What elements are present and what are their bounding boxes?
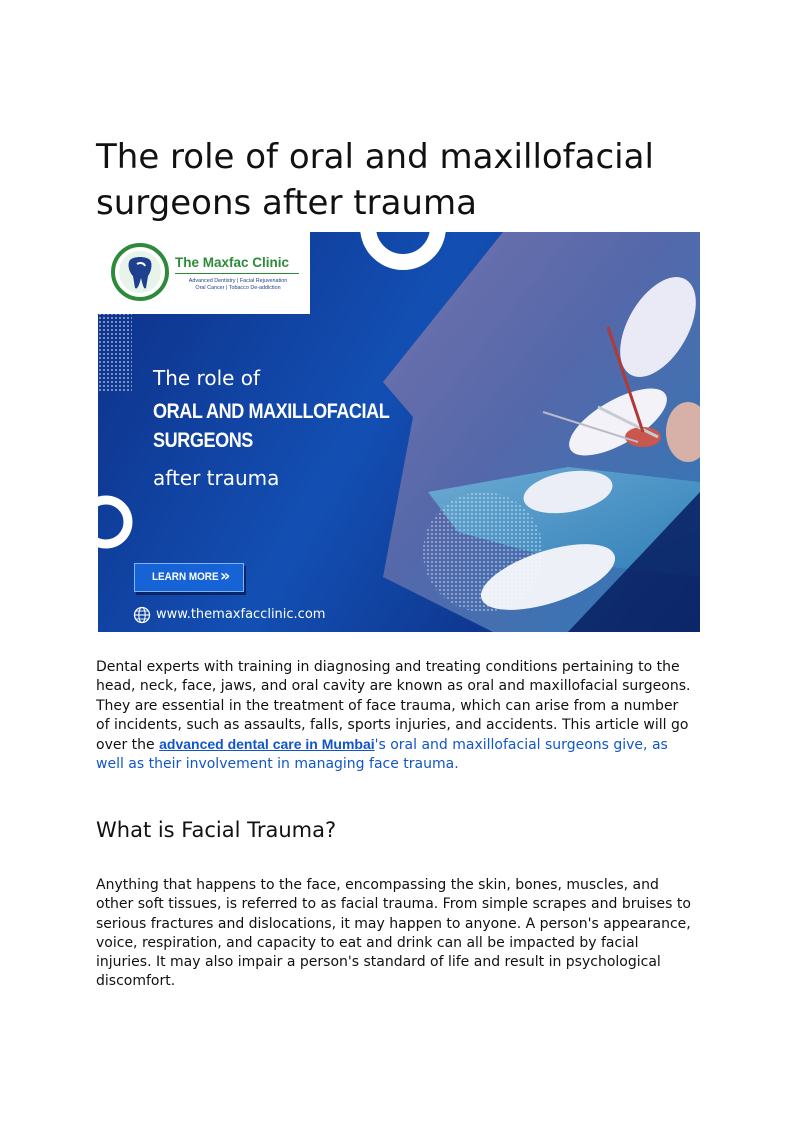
tooth-logo-icon [110,242,170,302]
clinic-logo [98,232,310,314]
learn-more-label: LEARN MORE [152,571,219,583]
intro-paragraph [96,658,696,775]
facial-trauma-paragraph: Anything that happens to the face, encompassing the skin, bones, muscles, and other soft tissues, is referred to as facial trauma. From simple scrapes and bruises to serious fractures and dislocations, it may happen to anyone. A person's appearance, voice, respiration, and capacity to eat and drink can all be impacted by facial injuries. It may also impair a person's standard of life and result in psychological discomfort. [96,877,691,990]
logo-divider [175,273,299,274]
banner-text-line3: after trauma [153,466,280,490]
learn-more-button[interactable] [134,563,244,592]
clinic-tagline-line-1: Advanced Dentistry | Facial Rejuvenation [188,278,288,284]
page-title: The role of oral and maxillofacial surgeons after trauma [96,137,654,223]
section-heading-facial-trauma: What is Facial Trauma? [96,818,337,842]
globe-icon [133,606,151,624]
website-url: www.themaxfacclinic.com [156,607,326,622]
intro-text: Dental experts with training in diagnosing and treating conditions pertaining to the head, neck, face, jaws, and oral cavity are known as oral and maxillofacial surgeons. They are essential in the treatment of face trauma, which can arise from a number of incidents, such as assaults, falls, sports injuries, and accidents. This article will go over the [96,659,691,754]
advanced-link[interactable]: advanced [159,736,228,753]
banner-headline [153,397,420,455]
banner-text-line1: The role of [153,366,261,390]
clinic-tagline [176,278,300,292]
clinic-name: The Maxfac Clinic [175,255,290,270]
article-banner-image [98,232,700,632]
banner-headline-line-1: ORAL AND MAXILLOFACIAL [153,400,390,423]
double-chevron-right-icon: » [220,566,231,585]
intro-text-continued: 's oral and maxillofacial surgeons give, as well as their involvement in managing face trauma. [96,737,668,773]
clinic-tagline-line-2: Oral Cancer | Tobacco De-addiction [195,285,281,291]
dental-care-mumbai-link[interactable]: dental care in Mumbai [227,736,375,753]
banner-headline-line-2: SURGEONS [153,429,253,452]
